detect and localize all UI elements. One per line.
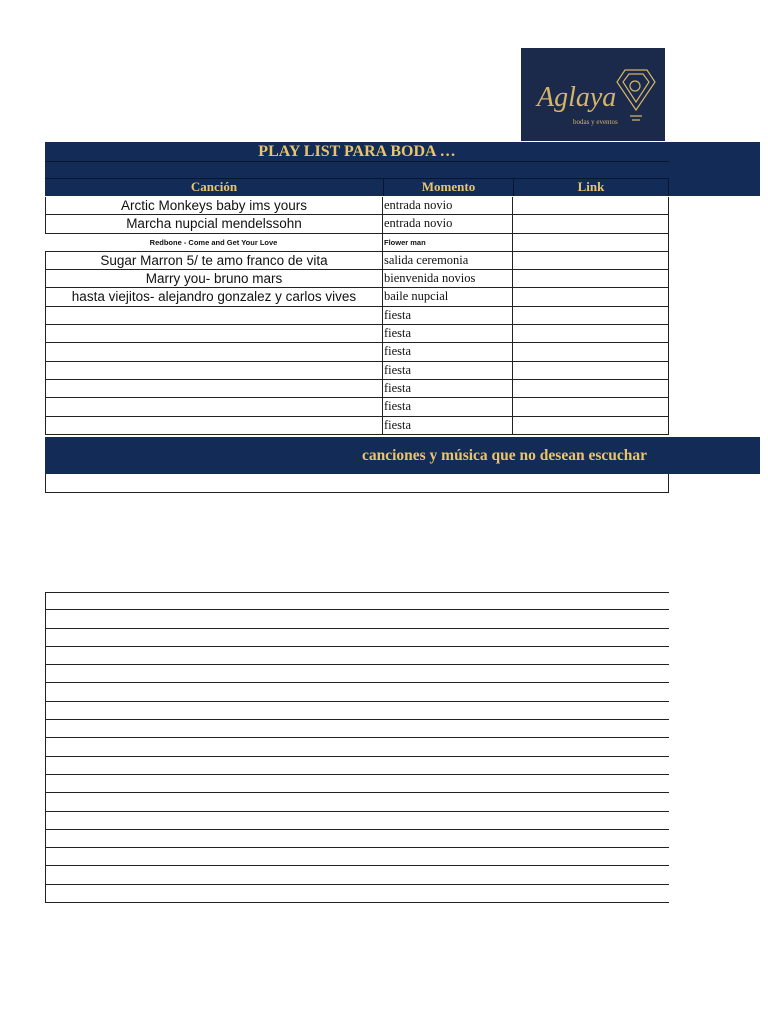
song-cell[interactable] — [45, 343, 383, 360]
moment-cell[interactable]: fiesta — [383, 398, 513, 415]
exclude-title: canciones y música que no desean escuchar — [361, 447, 647, 464]
moment-cell[interactable]: Flower man — [383, 234, 513, 251]
moment-cell[interactable]: baile nupcial — [383, 288, 513, 305]
moment-cell[interactable]: fiesta — [383, 343, 513, 360]
empty-row[interactable] — [45, 665, 669, 683]
empty-row[interactable] — [45, 757, 669, 775]
link-cell[interactable] — [513, 362, 669, 379]
table-row — [45, 252, 669, 270]
moment-cell[interactable]: entrada novio — [383, 215, 513, 232]
empty-row[interactable] — [45, 647, 669, 665]
link-cell[interactable] — [513, 417, 669, 434]
song-cell[interactable]: Sugar Marron 5/ te amo franco de vita — [45, 252, 383, 269]
link-cell[interactable] — [513, 380, 669, 397]
empty-row[interactable] — [45, 702, 669, 720]
empty-row[interactable] — [45, 610, 669, 628]
table-row — [45, 215, 669, 233]
table-row — [45, 380, 669, 398]
link-cell[interactable] — [513, 270, 669, 287]
logo-wordmark: Aglaya — [537, 82, 617, 113]
link-cell[interactable] — [513, 197, 669, 214]
empty-row[interactable] — [45, 812, 669, 830]
empty-row[interactable] — [45, 720, 669, 738]
empty-row[interactable] — [45, 592, 669, 610]
song-cell[interactable] — [45, 398, 383, 415]
diamond-icon — [617, 70, 655, 120]
playlist-table — [45, 197, 669, 435]
table-row — [45, 270, 669, 288]
sheet-title: PLAY LIST PARA BODA … — [45, 142, 669, 162]
empty-row[interactable] — [45, 683, 669, 701]
table-row — [45, 417, 669, 435]
link-cell[interactable] — [513, 252, 669, 269]
song-cell[interactable] — [45, 362, 383, 379]
empty-row[interactable] — [45, 793, 669, 811]
header-moment: Momento — [384, 178, 514, 196]
moment-cell[interactable]: fiesta — [383, 380, 513, 397]
moment-cell[interactable]: fiesta — [383, 417, 513, 434]
empty-row[interactable] — [45, 830, 669, 848]
empty-row[interactable] — [45, 629, 669, 647]
brand-logo — [521, 48, 665, 141]
song-cell[interactable]: hasta viejitos- alejandro gonzalez y carlos vives — [45, 288, 383, 305]
exclude-grid — [45, 592, 669, 903]
header-link: Link — [514, 178, 669, 196]
table-row — [45, 343, 669, 361]
link-cell[interactable] — [513, 307, 669, 324]
logo-tagline: bodas y eventos — [573, 118, 618, 126]
table-row — [45, 325, 669, 343]
link-cell[interactable] — [513, 234, 669, 251]
moment-cell[interactable]: entrada novio — [383, 197, 513, 214]
empty-row[interactable] — [45, 848, 669, 866]
empty-row[interactable] — [45, 738, 669, 756]
spacer-row — [45, 161, 669, 179]
link-cell[interactable] — [513, 288, 669, 305]
link-cell[interactable] — [513, 215, 669, 232]
moment-cell[interactable]: fiesta — [383, 325, 513, 342]
moment-cell[interactable]: salida ceremonia — [383, 252, 513, 269]
table-row — [45, 197, 669, 215]
song-cell[interactable] — [45, 325, 383, 342]
table-row — [45, 288, 669, 306]
table-row — [45, 307, 669, 325]
moment-cell[interactable]: fiesta — [383, 362, 513, 379]
table-row — [45, 234, 669, 252]
moment-cell[interactable]: fiesta — [383, 307, 513, 324]
exclude-input-row[interactable] — [45, 474, 669, 493]
song-cell[interactable]: Arctic Monkeys baby ims yours — [45, 197, 383, 214]
exclude-band — [45, 437, 760, 474]
moment-cell[interactable]: bienvenida novios — [383, 270, 513, 287]
song-cell[interactable] — [45, 307, 383, 324]
link-cell[interactable] — [513, 325, 669, 342]
table-row — [45, 362, 669, 380]
empty-row[interactable] — [45, 866, 669, 884]
song-cell[interactable]: Redbone - Come and Get Your Love — [45, 234, 383, 251]
link-cell[interactable] — [513, 343, 669, 360]
link-cell[interactable] — [513, 398, 669, 415]
empty-row[interactable] — [45, 775, 669, 793]
song-cell[interactable]: Marry you- bruno mars — [45, 270, 383, 287]
table-row — [45, 398, 669, 416]
empty-row[interactable] — [45, 885, 669, 903]
song-cell[interactable] — [45, 380, 383, 397]
song-cell[interactable] — [45, 417, 383, 434]
header-song: Canción — [45, 178, 384, 196]
song-cell[interactable]: Marcha nupcial mendelssohn — [45, 215, 383, 232]
